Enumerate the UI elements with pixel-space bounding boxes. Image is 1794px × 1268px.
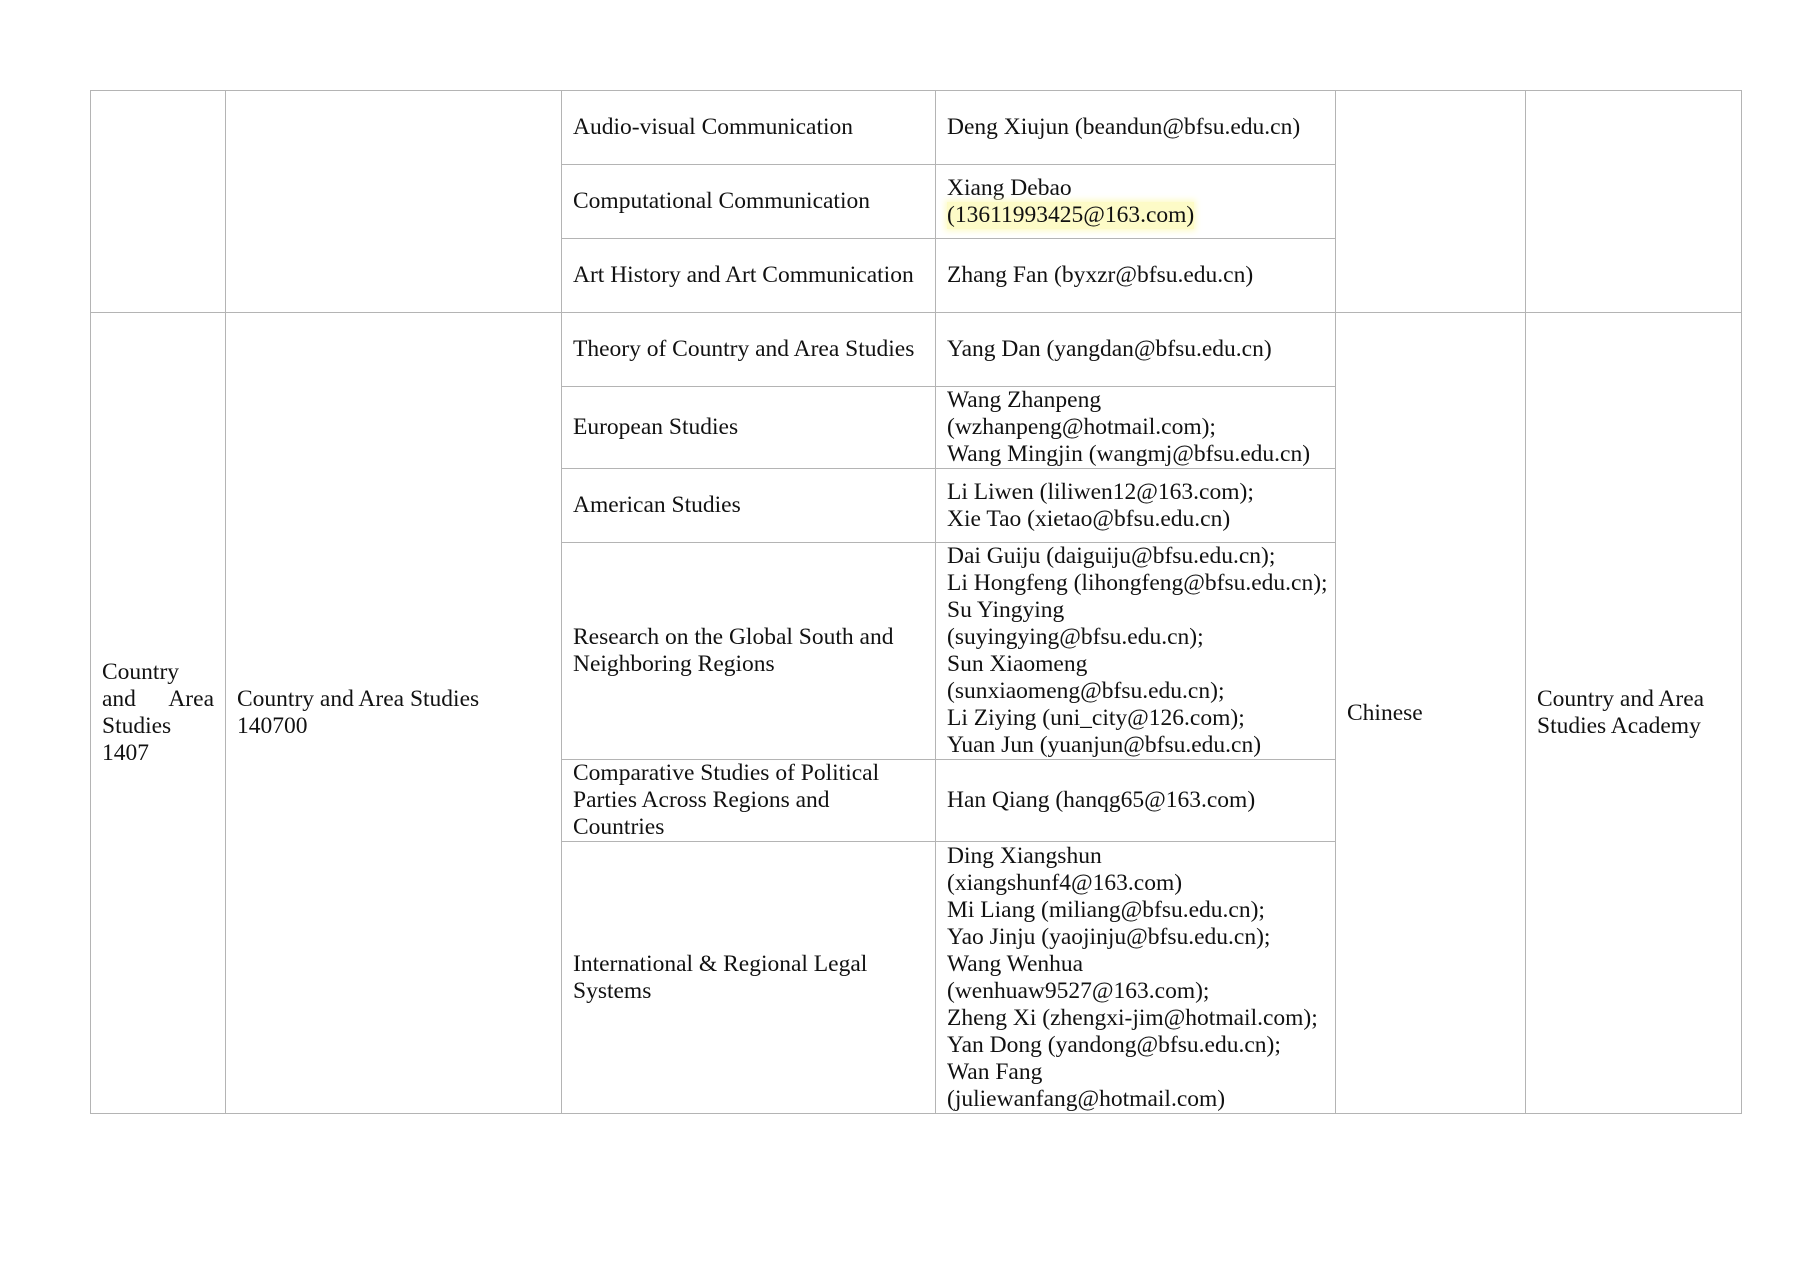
discipline-line: Country: [102, 659, 180, 685]
research-direction-text: Comparative Studies of Political: [573, 760, 880, 786]
advisor-cell: [936, 165, 1336, 239]
research-direction-text: Computational Communication: [573, 188, 870, 214]
advisor-line: Yan Dong (yandong@bfsu.edu.cn);: [947, 1031, 1281, 1058]
advisor-line: Dai Guiju (daiguiju@bfsu.edu.cn);: [947, 543, 1276, 569]
research-direction-text: Neighboring Regions: [573, 651, 775, 677]
advisor-line: Deng Xiujun (beandun@bfsu.edu.cn): [947, 114, 1301, 140]
advisor-cell: [936, 387, 1336, 469]
research-direction-cell: [562, 91, 936, 165]
advisor-cell: [936, 760, 1336, 842]
research-direction-cell: [562, 842, 936, 1114]
research-direction-text: Systems: [573, 977, 652, 1004]
language-cell-empty: [1336, 91, 1526, 313]
school-line: Studies Academy: [1537, 713, 1701, 739]
advisor-line: Wan Fang: [947, 1058, 1043, 1085]
research-direction-text: Theory of Country and Area Studies: [573, 336, 915, 362]
advisor-line: Li Hongfeng (lihongfeng@bfsu.edu.cn);: [947, 570, 1328, 596]
advisor-line: Li Ziying (uni_city@126.com);: [947, 705, 1245, 731]
language-text: Chinese: [1347, 699, 1423, 726]
research-direction-cell: [562, 313, 936, 387]
major-cell-empty: [226, 91, 562, 313]
major-code: 140700: [237, 713, 308, 739]
advisor-line: Wang Zhanpeng: [947, 387, 1102, 413]
discipline-code: 1407: [102, 740, 149, 766]
research-direction-text: Audio-visual Communication: [573, 114, 854, 140]
major-cell: [226, 313, 562, 1114]
language-cell: [1336, 313, 1526, 1114]
advisor-cell: [936, 91, 1336, 165]
advisor-line: (wenhuaw9527@163.com);: [947, 977, 1210, 1004]
advisor-line: Sun Xiaomeng: [947, 651, 1088, 677]
table-row: [91, 313, 1742, 387]
advisor-cell: [936, 543, 1336, 760]
research-direction-text: Research on the Global South and: [573, 624, 894, 650]
advisor-line: Yuan Jun (yuanjun@bfsu.edu.cn): [947, 732, 1262, 758]
advisor-line: Han Qiang (hanqg65@163.com): [947, 787, 1256, 813]
research-direction-text: Art History and Art Communication: [573, 262, 914, 288]
advisor-line: Yang Dan (yangdan@bfsu.edu.cn): [947, 336, 1272, 362]
research-direction-text: European Studies: [573, 414, 739, 440]
research-direction-cell: [562, 543, 936, 760]
research-direction-text: Parties Across Regions and: [573, 787, 830, 813]
advisor-cell: [936, 469, 1336, 543]
research-direction-text: Countries: [573, 814, 665, 840]
school-cell: [1526, 313, 1742, 1114]
advisor-line: (wzhanpeng@hotmail.com);: [947, 414, 1216, 440]
advisor-email-highlighted: (13611993425@163.com): [947, 201, 1195, 228]
advisor-line: Su Yingying: [947, 597, 1065, 623]
school-line: Country and Area: [1537, 686, 1705, 712]
advisor-line: Wang Mingjin (wangmj@bfsu.edu.cn): [947, 441, 1311, 467]
advisor-line: (suyingying@bfsu.edu.cn);: [947, 624, 1204, 650]
advisor-line: Wang Wenhua: [947, 950, 1084, 977]
advisor-line: Xie Tao (xietao@bfsu.edu.cn): [947, 505, 1231, 532]
advisor-line: Mi Liang (miliang@bfsu.edu.cn);: [947, 896, 1265, 923]
advisor-cell: [936, 239, 1336, 313]
school-cell-empty: [1526, 91, 1742, 313]
table-row: [91, 91, 1742, 165]
research-direction-text: American Studies: [573, 492, 741, 518]
advisor-cell: [936, 313, 1336, 387]
advisor-line: Xiang Debao: [947, 174, 1072, 201]
research-direction-text: International & Regional Legal: [573, 950, 868, 977]
research-direction-cell: [562, 387, 936, 469]
discipline-cell-empty: [91, 91, 226, 313]
advisor-line: Zheng Xi (zhengxi-jim@hotmail.com);: [947, 1004, 1318, 1031]
advisor-line: (sunxiaomeng@bfsu.edu.cn);: [947, 678, 1225, 704]
advisor-cell: [936, 842, 1336, 1114]
advisor-line: Zhang Fan (byxzr@bfsu.edu.cn): [947, 262, 1254, 288]
research-direction-cell: [562, 239, 936, 313]
discipline-line: Studies: [102, 713, 172, 739]
advisor-line: Li Liwen (liliwen12@163.com);: [947, 478, 1254, 505]
advisor-line: Yao Jinju (yaojinju@bfsu.edu.cn);: [947, 923, 1271, 950]
discipline-line: and Area: [102, 686, 214, 712]
advisor-line: Ding Xiangshun: [947, 842, 1102, 869]
research-direction-cell: [562, 165, 936, 239]
discipline-cell: [91, 313, 226, 1114]
advisor-line: (juliewanfang@hotmail.com): [947, 1085, 1226, 1112]
advisor-line: (xiangshunf4@163.com): [947, 869, 1183, 896]
research-direction-cell: [562, 469, 936, 543]
major-name: Country and Area Studies: [237, 686, 480, 712]
programs-table: [90, 90, 1742, 1114]
research-direction-cell: [562, 760, 936, 842]
